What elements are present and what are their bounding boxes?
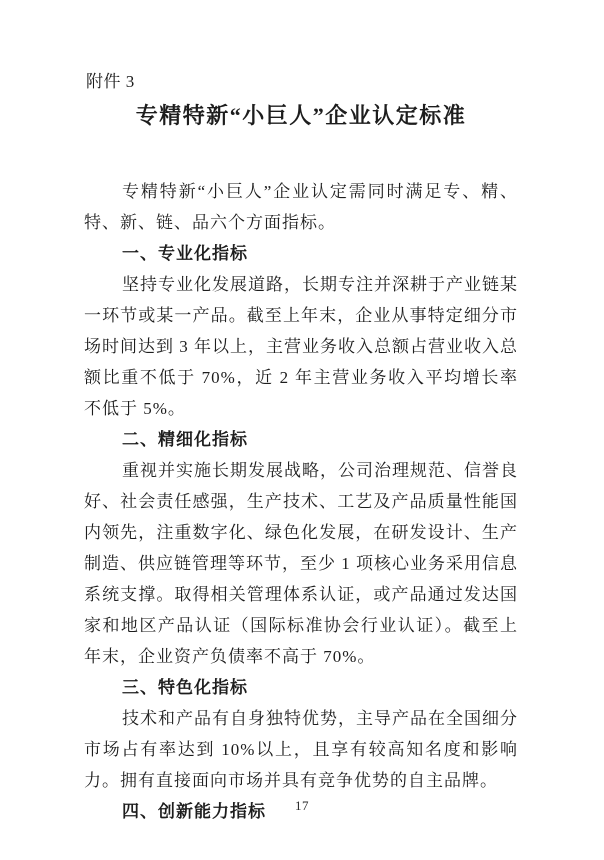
section-heading-innovation: 四、创新能力指标 — [122, 802, 266, 821]
section-heading-distinctiveness: 三、特色化指标 — [122, 678, 248, 697]
document-body — [84, 176, 518, 827]
intro-paragraph: 专精特新“小巨人”企业认定需同时满足专、精、特、新、链、品六个方面指标。 — [84, 182, 518, 232]
attachment-label: 附件 3 — [86, 72, 135, 91]
section-body-distinctiveness: 技术和产品有自身独特优势，主导产品在全国细分市场占有率达到 10%以上，且享有较高知名度和影响力。拥有直接面向市场并具有竞争优势的自主品牌。 — [84, 709, 518, 790]
section-body-specialization: 坚持专业化发展道路，长期专注并深耕于产业链某一环节或某一产品。截至上年末，企业从事特定细分市场时间达到 3 年以上，主营业务收入总额占营业收入总额比重不低于 70%，近 2 年主营业务收入平均增长率不低于 5%。 — [84, 275, 518, 418]
section-heading-refinement: 二、精细化指标 — [122, 430, 248, 449]
page-number: 17 — [295, 798, 309, 813]
document-title: 专精特新“小巨人”企业认定标准 — [135, 103, 467, 128]
section-body-refinement: 重视并实施长期发展战略，公司治理规范、信誉良好、社会责任感强，生产技术、工艺及产品质量性能国内领先，注重数字化、绿色化发展，在研发设计、生产制造、供应链管理等环节，至少 1 项核心业务采用信息系统支撑。取得相关管理体系认证，或产品通过发达国家和地区产品认证（国际标准协会行业认证）。截至上年末，企业资产负债率不高于 70%。 — [84, 461, 518, 666]
section-heading-specialization: 一、专业化指标 — [122, 244, 248, 263]
